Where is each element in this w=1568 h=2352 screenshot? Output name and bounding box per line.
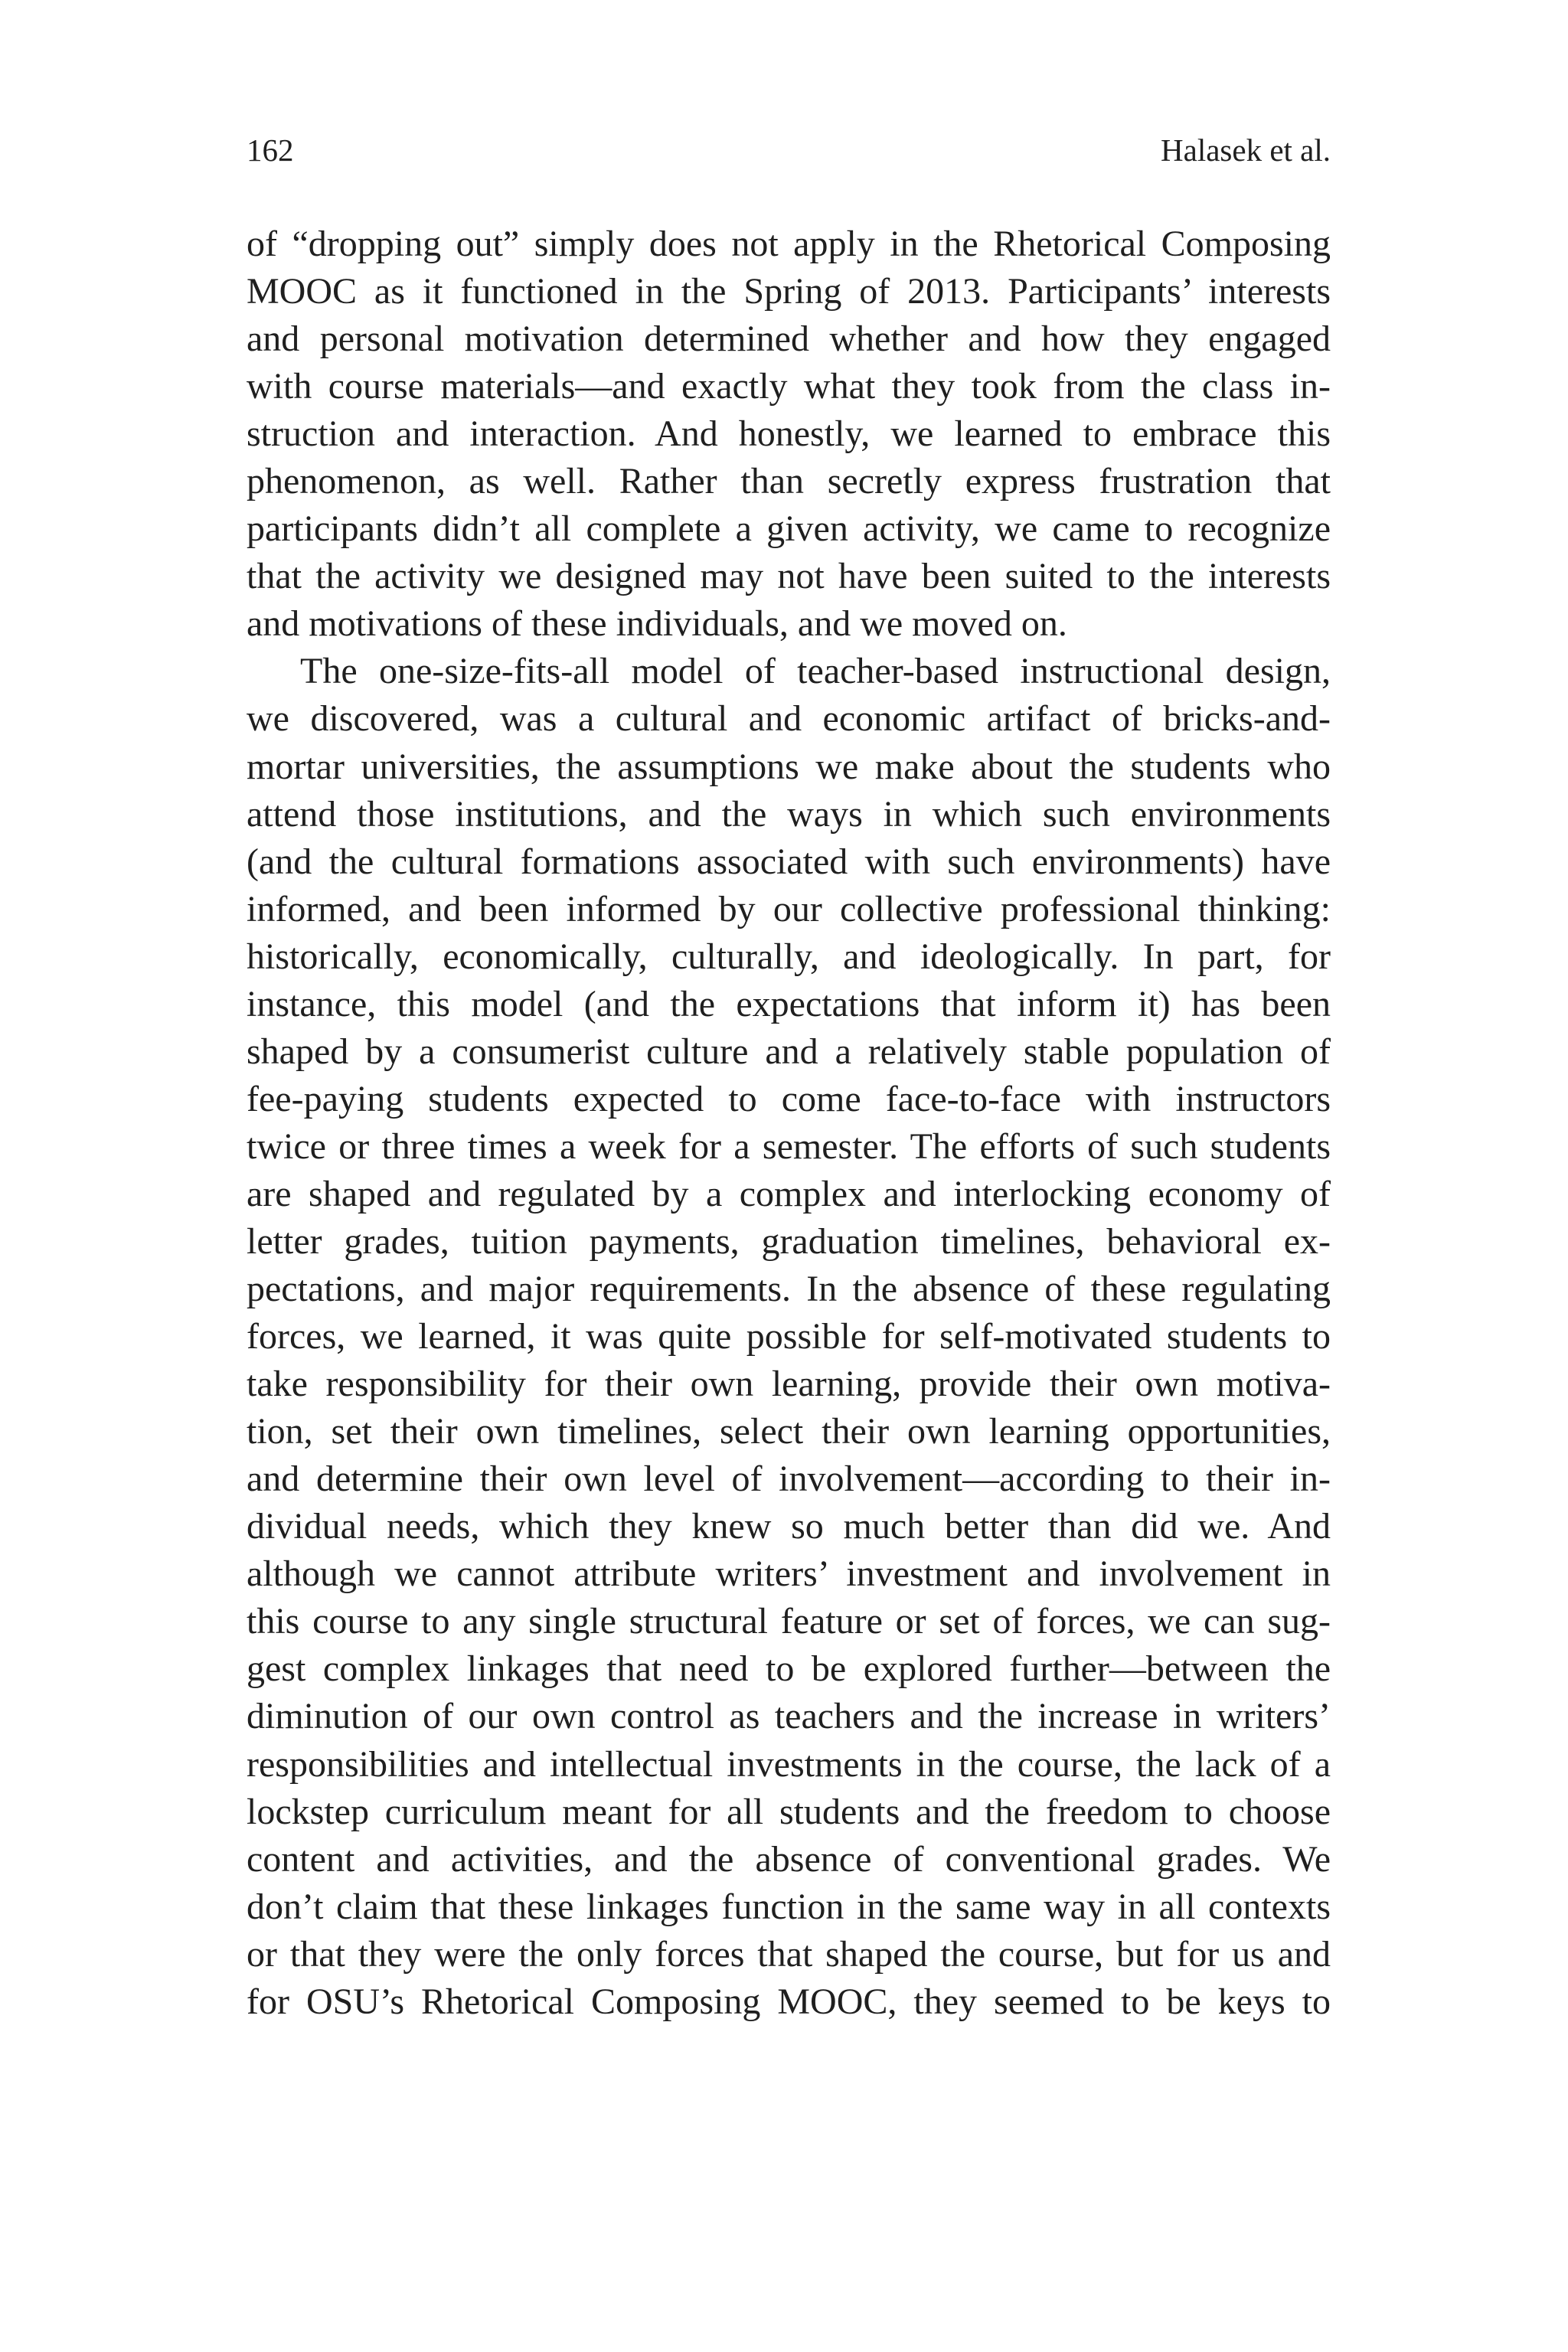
text-line: participants didn’t all complete a given activity, we came to recognize [247, 508, 1331, 550]
text-line: although we cannot attribute writers’ investment and involvement in [247, 1553, 1331, 1595]
text-line: twice or three times a week for a semester. The efforts of such students [247, 1125, 1331, 1167]
text-line: that the activity we designed may not have been suited to the interests [247, 556, 1331, 597]
running-head-authors: Halasek et al. [1161, 132, 1331, 168]
text-line: MOOC as it functioned in the Spring of 2013. Participants’ interests [247, 271, 1331, 312]
text-line: tion, set their own timelines, select their own learning opportunities, [247, 1411, 1331, 1452]
text-line: of “dropping out” simply does not apply in the Rhetorical Composing [247, 224, 1331, 264]
text-line: are shaped and regulated by a complex and interlocking economy of [247, 1173, 1331, 1214]
text-line: letter grades, tuition payments, graduation timelines, behavioral ex- [247, 1220, 1331, 1262]
text-line: and personal motivation determined whether and how they engaged [247, 318, 1331, 360]
text-line: shaped by a consumerist culture and a relatively stable population of [247, 1031, 1331, 1072]
text-line: we discovered, was a cultural and economic artifact of bricks-and- [247, 698, 1331, 740]
text-line: instance, this model (and the expectations that inform it) has been [247, 983, 1331, 1024]
text-line: The one-size-fits-all model of teacher-based instructional design, [300, 651, 1331, 692]
text-line: informed, and been informed by our collective professional thinking: [247, 888, 1331, 929]
text-line: and determine their own level of involvement—according to their in- [247, 1459, 1331, 1500]
text-line: lockstep curriculum meant for all students and the freedom to choose [247, 1791, 1331, 1832]
page-number: 162 [247, 132, 294, 168]
text-line: with course materials—and exactly what they took from the class in- [247, 366, 1331, 407]
text-line: or that they were the only forces that shaped the course, but for us and [247, 1933, 1331, 1975]
text-line: content and activities, and the absence of conventional grades. We [247, 1838, 1331, 1880]
text-line: forces, we learned, it was quite possible for self-motivated students to [247, 1316, 1331, 1357]
text-line: fee-paying students expected to come face-to-face with instructors [247, 1078, 1331, 1119]
paragraph-2 [247, 648, 1331, 2025]
body-text [247, 220, 1331, 2026]
text-line: responsibilities and intellectual investments in the course, the lack of a [247, 1743, 1331, 1785]
running-head [247, 129, 1331, 172]
text-line: dividual needs, which they knew so much better than did we. And [247, 1506, 1331, 1547]
text-line: gest complex linkages that need to be explored further—between the [247, 1648, 1331, 1690]
text-line: historically, economically, culturally, and ideologically. In part, for [247, 936, 1331, 977]
text-line: attend those institutions, and the ways in which such environments [247, 793, 1331, 835]
paragraph-1 [247, 220, 1331, 648]
text-line: this course to any single structural feature or set of forces, we can sug- [247, 1601, 1331, 1642]
text-line: (and the cultural formations associated with such environments) have [247, 841, 1331, 882]
text-line: struction and interaction. And honestly, we learned to embrace this [247, 413, 1331, 455]
text-line: for OSU’s Rhetorical Composing MOOC, they seemed to be keys to [247, 1981, 1331, 2022]
text-line: diminution of our own control as teachers and the increase in writers’ [247, 1696, 1331, 1737]
text-line: take responsibility for their own learning, provide their own motiva- [247, 1364, 1331, 1405]
text-line: and motivations of these individuals, and we moved on. [247, 603, 1067, 645]
text-line: phenomenon, as well. Rather than secretly express frustration that [247, 461, 1331, 502]
text-line: don’t claim that these linkages function in the same way in all contexts [247, 1886, 1331, 1927]
text-line: mortar universities, the assumptions we make about the students who [247, 746, 1331, 787]
text-line: pectations, and major requirements. In the absence of these regulating [247, 1269, 1331, 1310]
